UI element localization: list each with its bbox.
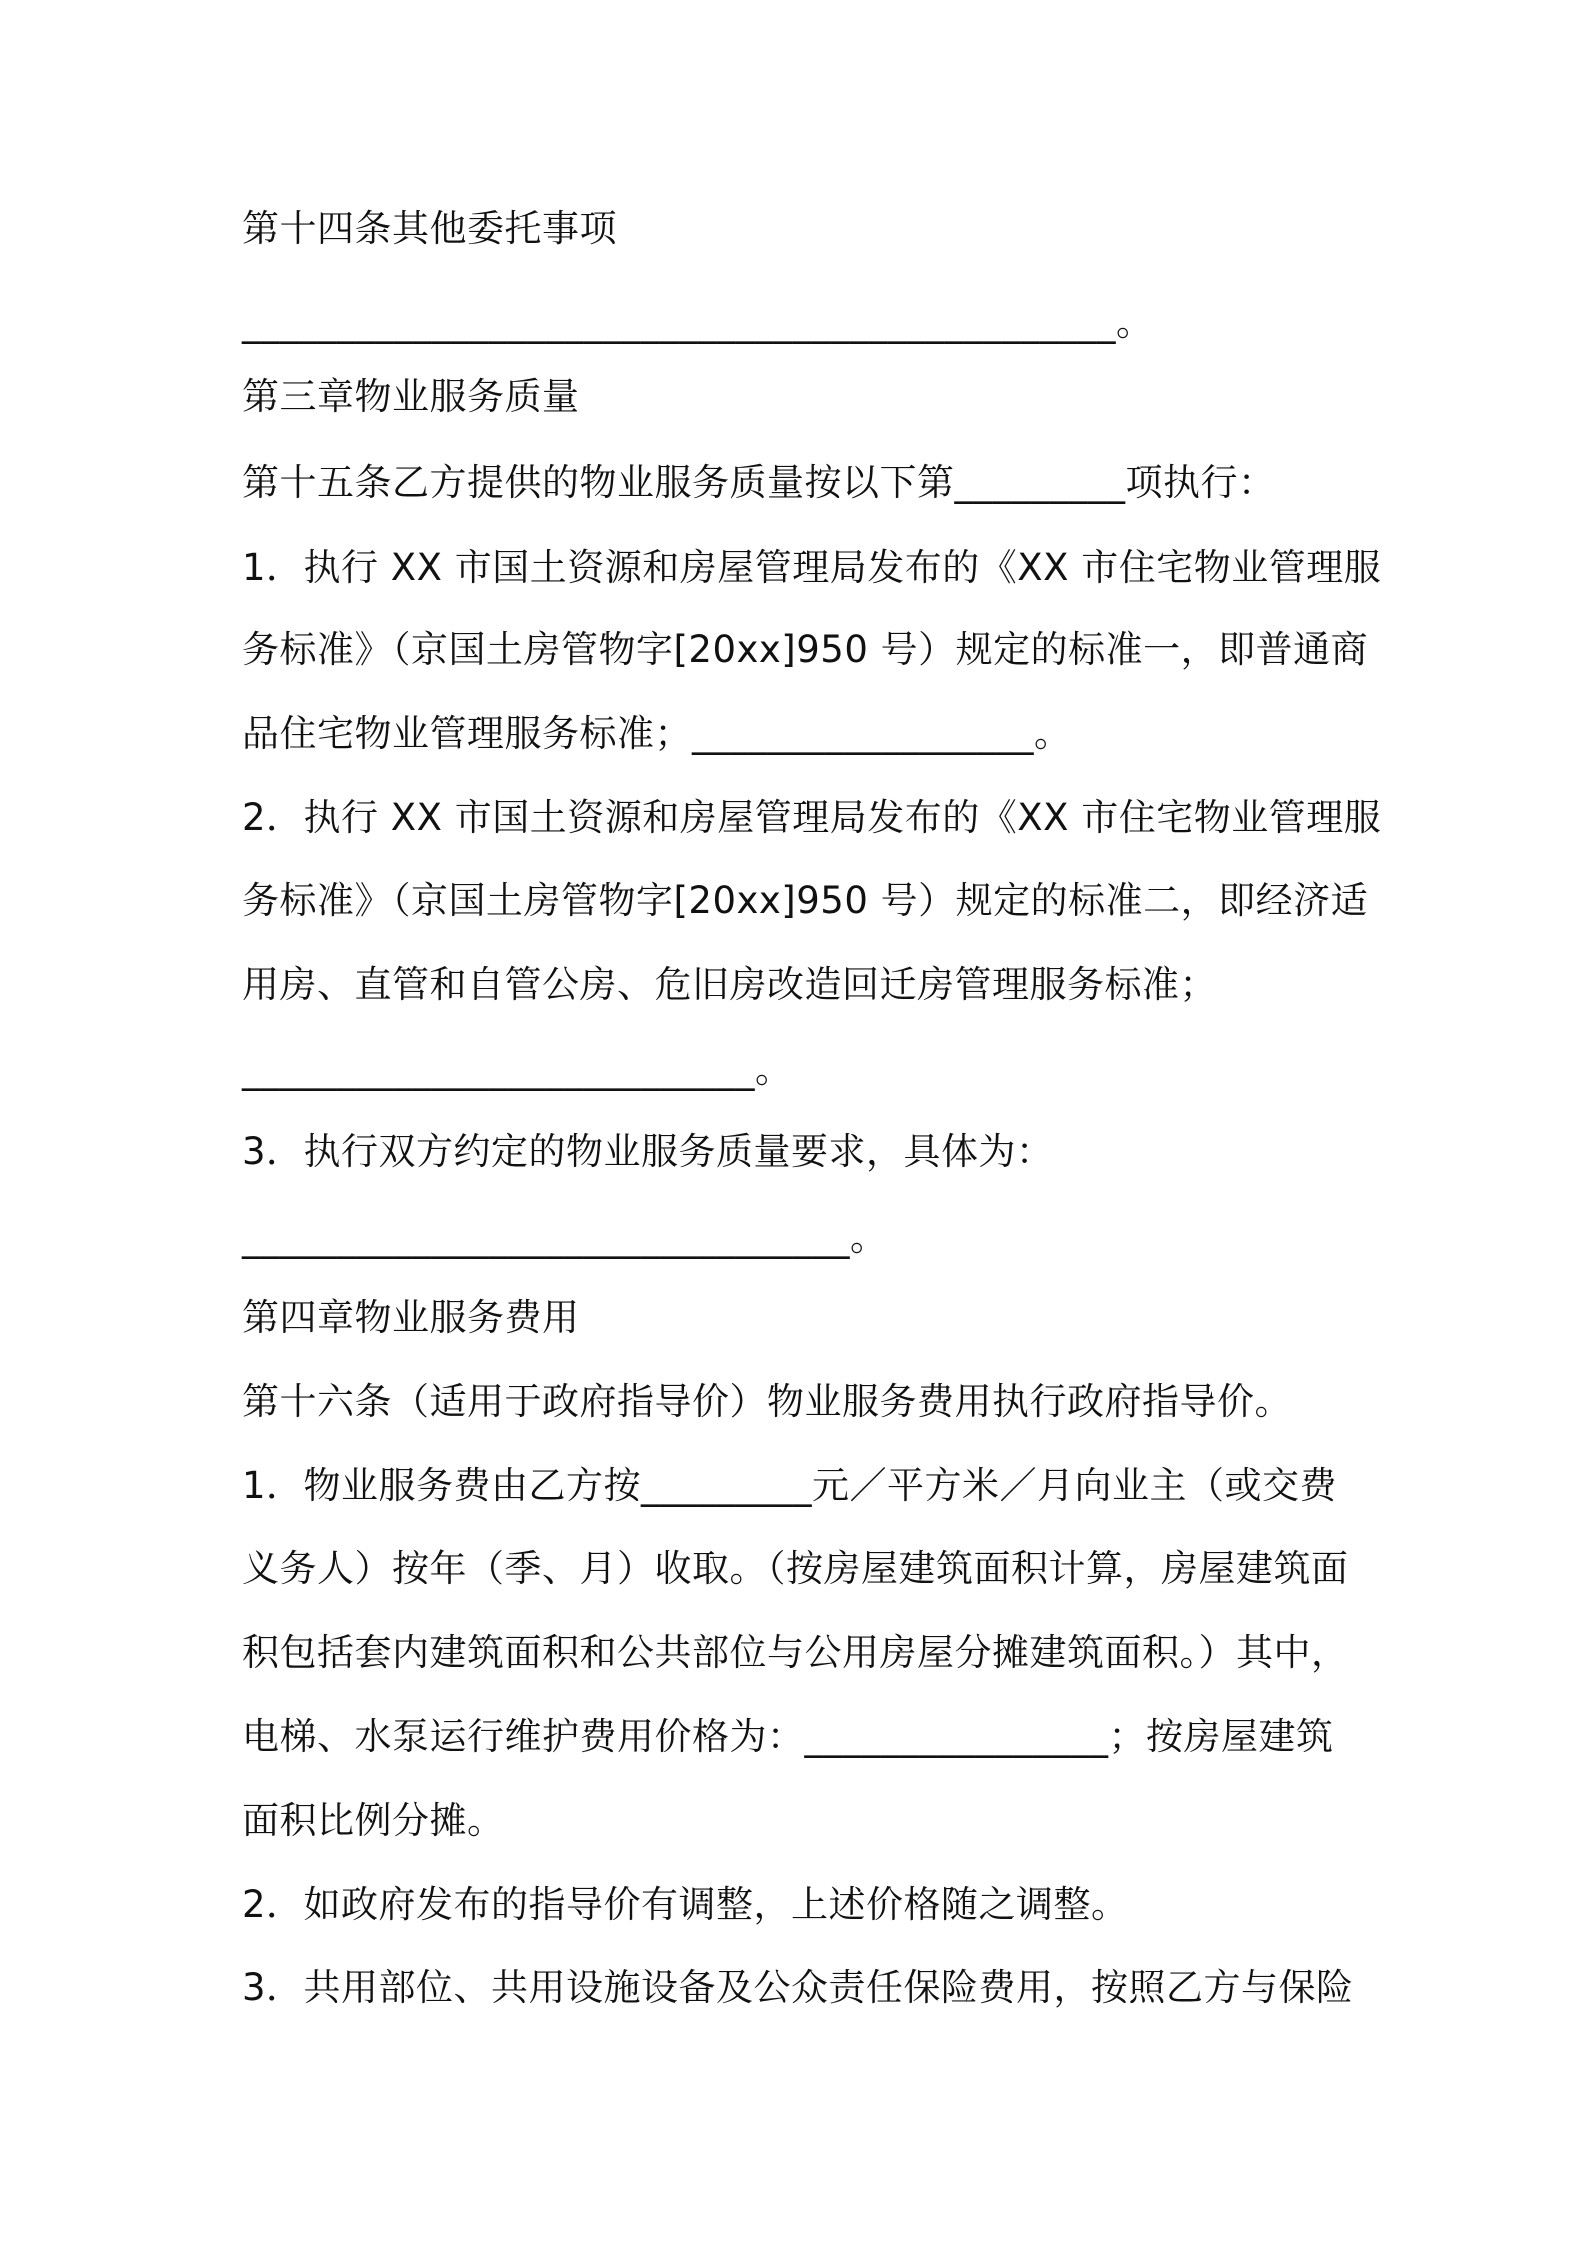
item-3-blank-line: ________________________________。 [242,1216,888,1259]
article-15-text: 第十五条乙方提供的物业服务质量按以下第_________项执行： [242,461,1276,504]
item-2-line-3: 用房、直管和自管公房、危旧房改造回迁房管理服务标准； [242,963,1217,1006]
fee-item-3-line-1: 3．共用部位、共用设施设备及公众责任保险费用，按照乙方与保险 [242,1966,1354,2009]
item-2-line-1: 2．执行 XX 市国土资源和房屋管理局发布的《XX 市住宅物业管理服 [242,796,1382,839]
item-1-line-2: 务标准》（京国土房管物字[20xx]950 号）规定的标准一，即普通商 [242,628,1369,671]
fee-item-2-text: 2．如政府发布的指导价有调整，上述价格随之调整。 [242,1883,1129,1926]
item-1-line-3: 品住宅物业管理服务标准；__________________。 [242,712,1072,755]
item-2-line-2: 务标准》（京国土房管物字[20xx]950 号）规定的标准二，即经济适 [242,879,1369,922]
item-1-line-1: 1．执行 XX 市国土资源和房屋管理局发布的《XX 市住宅物业管理服 [242,546,1382,589]
article-16-text: 第十六条（适用于政府指导价）物业服务费用执行政府指导价。 [242,1380,1292,1423]
article-14-heading: 第十四条其他委托事项 [242,207,617,250]
chapter-4-heading: 第四章物业服务费用 [242,1296,580,1339]
article-14-blank-line: ______________________________________________。 [242,301,1154,344]
fee-item-1-line-4: 电梯、水泵运行维护费用价格为：________________；按房屋建筑 [242,1715,1334,1758]
item-2-blank-line: ___________________________。 [242,1048,793,1091]
fee-item-1-line-5: 面积比例分摊。 [242,1799,505,1842]
fee-item-1-line-3: 积包括套内建筑面积和公共部位与公用房屋分摊建筑面积。）其中， [242,1631,1349,1674]
chapter-3-heading: 第三章物业服务质量 [242,375,580,418]
fee-item-1-line-2: 义务人）按年（季、月）收取。（按房屋建筑面积计算，房屋建筑面 [242,1547,1349,1590]
fee-item-1-line-1: 1．物业服务费由乙方按_________元／平方米／月向业主（或交费 [242,1464,1338,1507]
item-3-line-1: 3．执行双方约定的物业服务质量要求，具体为： [242,1130,1054,1173]
